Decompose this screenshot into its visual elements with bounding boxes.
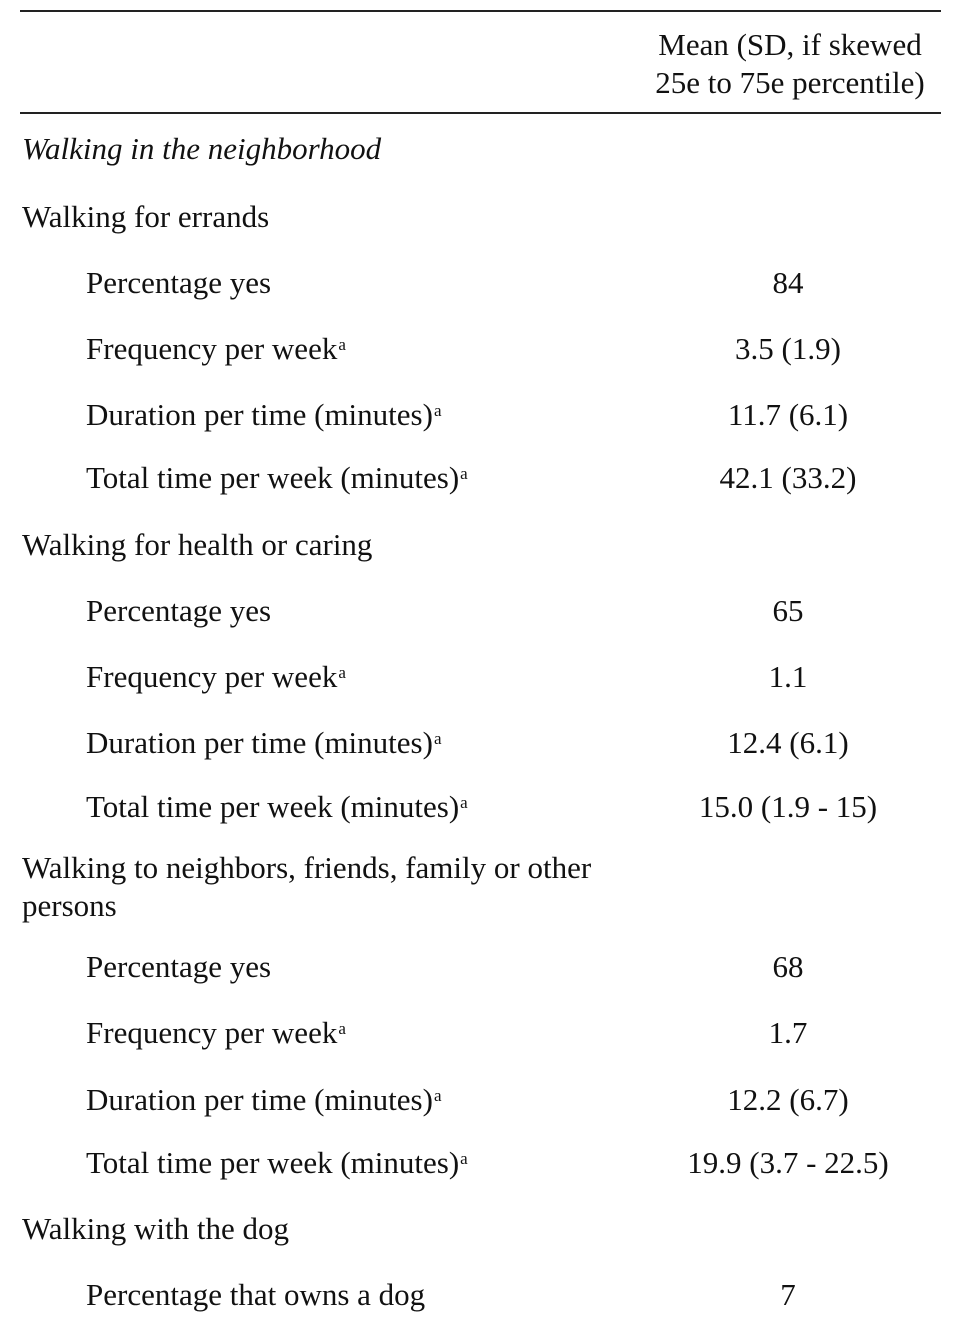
row-label: Percentage yes bbox=[86, 593, 272, 628]
row-label-wrap bbox=[86, 459, 468, 497]
table-row bbox=[0, 724, 956, 764]
table-row bbox=[0, 1144, 956, 1184]
footnote-marker: a bbox=[433, 729, 442, 748]
header-bottom-rule bbox=[20, 112, 941, 114]
row-label-wrap bbox=[86, 788, 468, 826]
table-top-rule bbox=[20, 10, 941, 12]
table-row bbox=[0, 459, 956, 499]
row-value: 65 bbox=[772, 593, 804, 628]
row-value: 42.1 (33.2) bbox=[719, 460, 857, 495]
row-label: Duration per time (minutes) bbox=[86, 397, 433, 432]
group-title-row bbox=[0, 526, 956, 566]
footnote-marker: a bbox=[338, 663, 346, 682]
row-value: 12.2 (6.7) bbox=[727, 1082, 849, 1117]
group-title-row bbox=[0, 1210, 956, 1250]
group-title: Walking for health or caring bbox=[22, 527, 373, 562]
section-row bbox=[0, 130, 956, 170]
row-value: 7 bbox=[780, 1277, 796, 1312]
row-label: Percentage yes bbox=[86, 949, 272, 984]
row-label-wrap bbox=[86, 330, 346, 368]
row-value: 1.7 bbox=[768, 1015, 808, 1050]
row-value: 1.1 bbox=[768, 659, 808, 694]
group-title: Walking with the dog bbox=[22, 1211, 289, 1246]
footnote-marker: a bbox=[338, 335, 346, 354]
table-row bbox=[0, 592, 956, 632]
table-row bbox=[0, 396, 956, 436]
row-label: Frequency per week bbox=[86, 659, 338, 694]
table-row bbox=[0, 948, 956, 988]
table-row bbox=[0, 264, 956, 304]
footnote-marker: a bbox=[338, 1019, 346, 1038]
table-row bbox=[0, 330, 956, 370]
row-label: Total time per week (minutes) bbox=[86, 1145, 460, 1180]
row-label: Frequency per week bbox=[86, 1015, 338, 1050]
section-title: Walking in the neighborhood bbox=[22, 131, 382, 166]
row-label-wrap bbox=[86, 1144, 468, 1182]
group-title-row bbox=[0, 198, 956, 238]
row-label: Total time per week (minutes) bbox=[86, 789, 460, 824]
row-label-wrap bbox=[86, 1014, 346, 1052]
column-header-mean bbox=[620, 26, 956, 102]
footnote-marker: a bbox=[460, 464, 468, 483]
table-row bbox=[0, 1081, 956, 1121]
row-label: Frequency per week bbox=[86, 331, 338, 366]
footnote-marker: a bbox=[433, 401, 442, 420]
row-value: 84 bbox=[772, 265, 804, 300]
row-label-wrap bbox=[86, 724, 441, 762]
row-label: Percentage yes bbox=[86, 265, 272, 300]
row-label-wrap bbox=[86, 396, 441, 434]
footnote-marker: a bbox=[460, 1149, 468, 1168]
column-header-line-2: 25e to 75e percentile) bbox=[655, 65, 925, 100]
footnote-marker: a bbox=[460, 793, 468, 812]
column-header-line-1: Mean (SD, if skewed bbox=[658, 27, 922, 62]
row-value: 68 bbox=[772, 949, 804, 984]
table-row bbox=[0, 1276, 956, 1316]
table-row bbox=[0, 658, 956, 698]
row-value: 3.5 (1.9) bbox=[735, 331, 841, 366]
row-value: 19.9 (3.7 - 22.5) bbox=[687, 1145, 889, 1180]
row-label: Total time per week (minutes) bbox=[86, 460, 460, 495]
table-row bbox=[0, 788, 956, 828]
group-title: Walking for errands bbox=[22, 199, 270, 234]
row-label: Duration per time (minutes) bbox=[86, 1082, 433, 1117]
row-label: Duration per time (minutes) bbox=[86, 725, 433, 760]
row-value: 11.7 (6.1) bbox=[727, 397, 849, 432]
row-label-wrap bbox=[86, 1081, 441, 1119]
row-value: 15.0 (1.9 - 15) bbox=[698, 789, 878, 824]
row-value: 12.4 (6.1) bbox=[727, 725, 849, 760]
group-title-row bbox=[0, 849, 956, 929]
table-row bbox=[0, 1014, 956, 1054]
row-label: Percentage that owns a dog bbox=[86, 1277, 426, 1312]
row-label-wrap bbox=[86, 658, 346, 696]
footnote-marker: a bbox=[433, 1086, 442, 1105]
group-title: Walking to neighbors, friends, family or other persons bbox=[22, 850, 592, 923]
